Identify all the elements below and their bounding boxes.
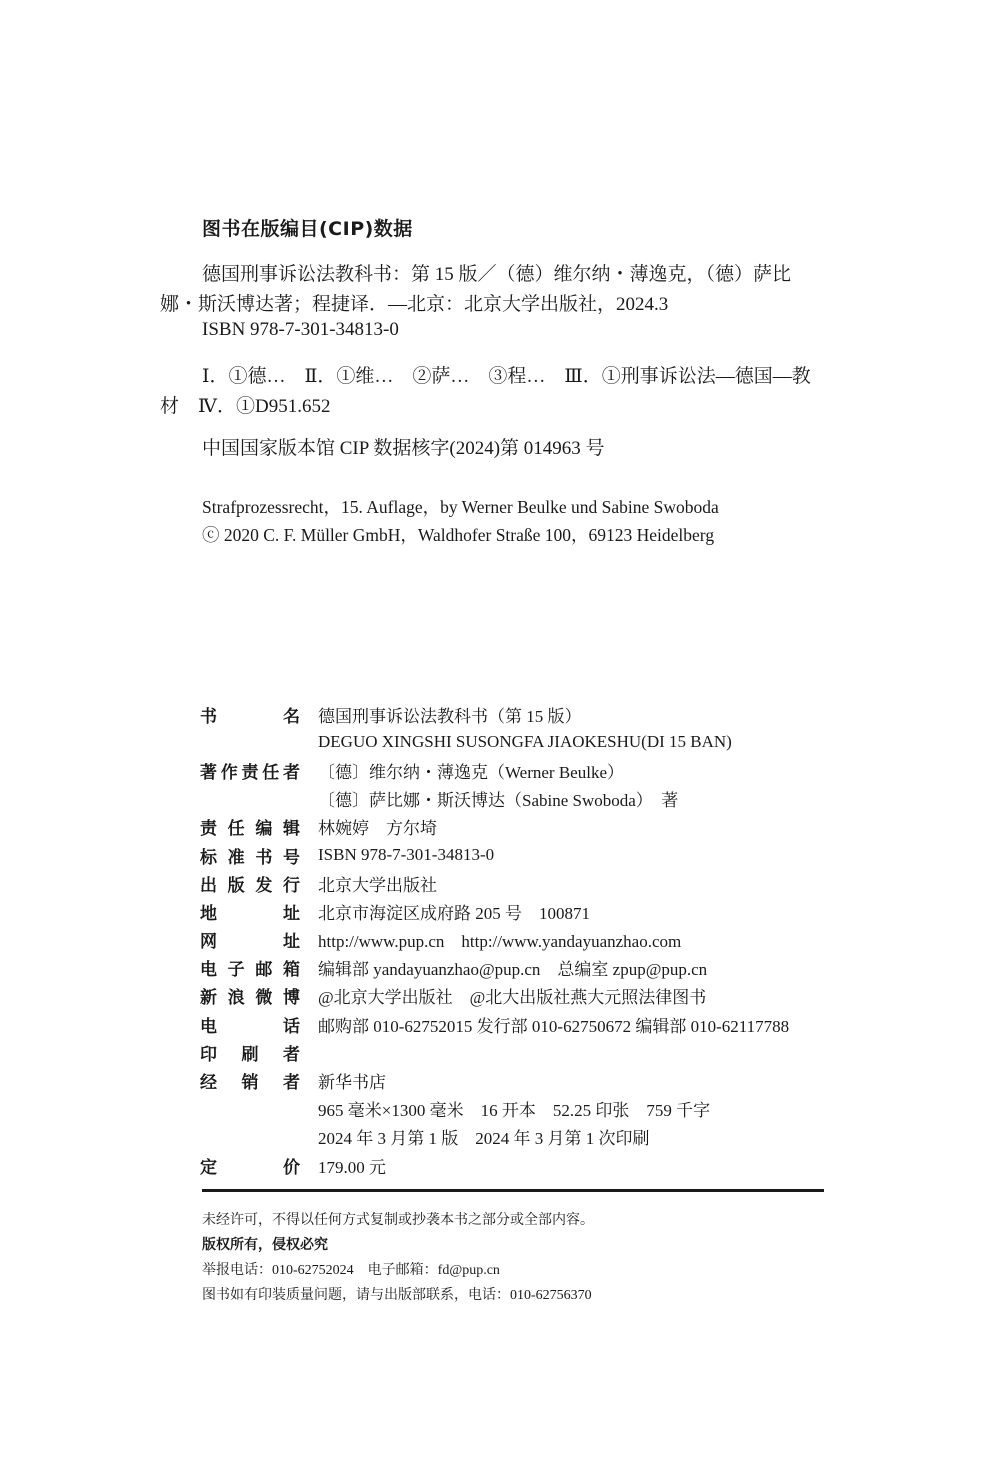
info-value: 邮购部 010-62752015 发行部 010-62750672 编辑部 010-62117788 — [318, 1016, 790, 1036]
info-value — [300, 1038, 789, 1066]
info-row — [200, 756, 789, 784]
cip-entry-line-1: 德国刑事诉讼法教科书：第 15 版／（德）维尔纳・薄逸克，（德）萨比 — [202, 264, 792, 285]
cip-title: 图书在版编目(CIP)数据 — [202, 218, 413, 240]
cip-isbn: ISBN 978-7-301-34813-0 — [202, 319, 399, 340]
info-value: 北京大学出版社 — [318, 875, 437, 895]
info-row — [200, 869, 789, 897]
info-row — [200, 1095, 789, 1123]
info-label: 网址 — [200, 932, 300, 953]
info-row — [200, 841, 789, 869]
info-label: 印刷者 — [200, 1044, 300, 1065]
info-value: 林婉婷 方尔埼 — [318, 819, 437, 839]
info-row — [200, 897, 789, 925]
info-label: 责任编辑 — [200, 819, 300, 840]
info-value: 〔德〕萨比娜・斯沃博达（Sabine Swoboda） 著 — [318, 791, 679, 811]
info-label: 标准书号 — [200, 847, 300, 868]
info-value: 2024 年 3 月第 1 版 2024 年 3 月第 1 次印刷 — [318, 1129, 650, 1149]
info-label — [200, 1123, 300, 1151]
info-value: 新华书店 — [318, 1073, 386, 1093]
original-copyright-line: ⓒ 2020 C. F. Müller GmbH，Waldhofer Straße 100，69123 Heidelberg — [202, 525, 715, 545]
info-value: DEGUO XINGSHI SUSONGFA JIAOKESHU(DI 15 BAN) — [318, 732, 732, 752]
info-row — [200, 1151, 789, 1179]
info-label: 出版发行 — [200, 875, 300, 896]
info-label: 电子邮箱 — [200, 960, 300, 981]
info-row — [200, 813, 789, 841]
info-value: 〔德〕维尔纳・薄逸克（Werner Beulke） — [318, 762, 624, 782]
info-row — [200, 700, 789, 728]
info-value: @北京大学出版社 @北大出版社燕大元照法律图书 — [318, 988, 707, 1008]
info-row — [200, 1066, 789, 1094]
info-label — [200, 1095, 300, 1123]
info-row — [200, 926, 789, 954]
footer-divider — [202, 1189, 824, 1192]
info-label: 著作责任者 — [200, 762, 300, 783]
info-row — [200, 728, 789, 756]
info-row — [200, 1038, 789, 1066]
info-value: 965 毫米×1300 毫米 16 开本 52.25 印张 759 千字 — [318, 1101, 711, 1121]
info-value: http://www.pup.cn http://www.yandayuanzhao.com — [318, 932, 682, 952]
info-label: 经销者 — [200, 1073, 300, 1094]
quality-contact: 图书如有印装质量问题，请与出版部联系，电话：010-62756370 — [202, 1288, 592, 1303]
info-row — [200, 982, 789, 1010]
info-label: 书名 — [200, 706, 300, 727]
copy-notice: 未经许可，不得以任何方式复制或抄袭本书之部分或全部内容。 — [202, 1213, 594, 1228]
info-label: 新浪微博 — [200, 988, 300, 1009]
info-value: ISBN 978-7-301-34813-0 — [318, 845, 495, 865]
info-value: 编辑部 yandayuanzhao@pup.cn 总编室 zpup@pup.cn — [318, 960, 708, 980]
rights-reserved: 版权所有，侵权必究 — [202, 1237, 328, 1253]
info-row — [200, 1123, 789, 1151]
info-value: 北京市海淀区成府路 205 号 100871 — [318, 903, 590, 923]
info-value: 179.00 元 — [318, 1157, 386, 1177]
info-label: 地址 — [200, 903, 300, 924]
info-row — [200, 954, 789, 982]
info-row — [200, 1010, 789, 1038]
cip-entry-line-2: 娜・斯沃博达著；程捷译．—北京：北京大学出版社，2024.3 — [160, 294, 669, 315]
info-label — [200, 785, 300, 813]
report-contact: 举报电话：010-62752024 电子邮箱：fd@pup.cn — [202, 1263, 500, 1278]
info-value: 德国刑事诉讼法教科书（第 15 版） — [318, 706, 582, 726]
info-label: 电话 — [200, 1016, 300, 1037]
info-row — [200, 785, 789, 813]
info-label — [200, 728, 300, 756]
original-title-line: Strafprozessrecht，15. Auflage，by Werner Beulke und Sabine Swoboda — [202, 497, 719, 517]
cip-subject-line-1: Ⅰ．①德… Ⅱ．①维… ②萨… ③程… Ⅲ．①刑事诉讼法—德国—教 — [202, 366, 811, 387]
cip-subject-line-2: 材 Ⅳ．①D951.652 — [160, 396, 331, 417]
info-label: 定价 — [200, 1157, 300, 1178]
publication-info-table — [200, 700, 789, 1179]
cip-record-number: 中国国家版本馆 CIP 数据核字(2024)第 014963 号 — [202, 438, 605, 459]
